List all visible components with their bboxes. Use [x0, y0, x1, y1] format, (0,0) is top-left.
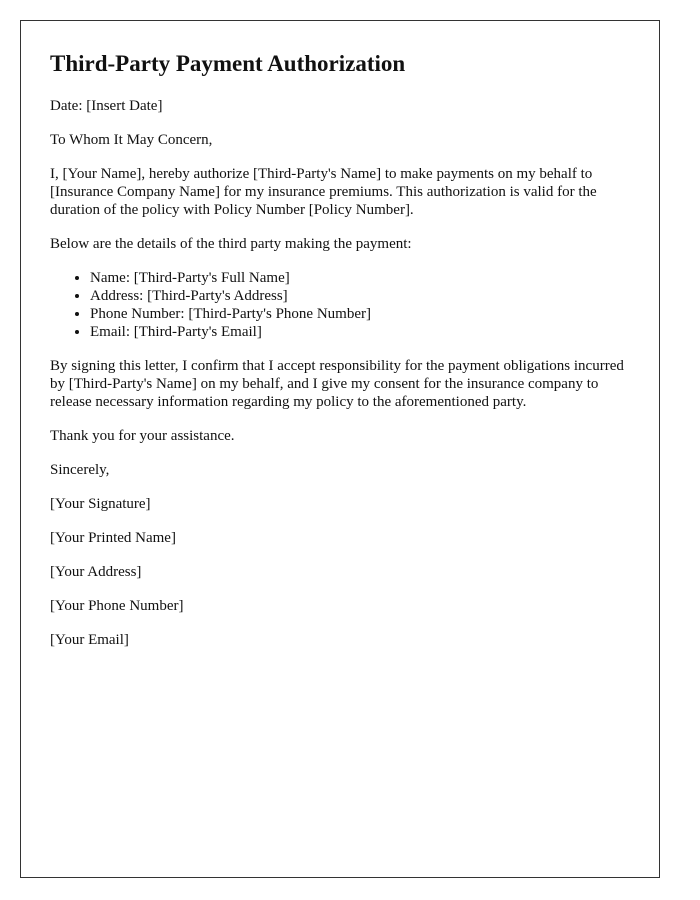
address-line: [Your Address]	[50, 564, 142, 580]
detail-address: • Address: [Third-Party's Address]	[90, 287, 640, 305]
authorization-paragraph: I, [Your Name], hereby authorize [Third-Party's Name] to make payments on my behalf to [Insurance Company Name] for my insurance premiums. This authorization is valid for the duration of the policy with Policy Number [Policy Number].	[50, 166, 597, 218]
date-line: Date: [Insert Date]	[50, 98, 163, 114]
letter-title: Third-Party Payment Authorization	[50, 51, 406, 76]
consent-paragraph: By signing this letter, I confirm that I accept responsibility for the payment obligations incurred by [Third-Party's Name] on my behalf, and I give my consent for the insurance company to release necessary information regarding my policy to the aforementioned party.	[50, 358, 624, 410]
email-line: [Your Email]	[50, 632, 129, 648]
details-intro: Below are the details of the third party making the payment:	[50, 236, 412, 252]
detail-email: • Email: [Third-Party's Email]	[90, 323, 640, 341]
detail-phone-number: • Phone Number: [Third-Party's Phone Number]	[90, 305, 640, 323]
letter-content	[50, 49, 640, 665]
letter-page	[20, 20, 660, 878]
phone-line: [Your Phone Number]	[50, 598, 184, 614]
third-party-details-list	[50, 269, 640, 341]
salutation: To Whom It May Concern,	[50, 132, 213, 148]
detail-name: • Name: [Third-Party's Full Name]	[90, 269, 640, 287]
closing-line: Sincerely,	[50, 462, 110, 478]
thanks-line: Thank you for your assistance.	[50, 428, 235, 444]
signature-line: [Your Signature]	[50, 496, 151, 512]
printed-name-line: [Your Printed Name]	[50, 530, 176, 546]
